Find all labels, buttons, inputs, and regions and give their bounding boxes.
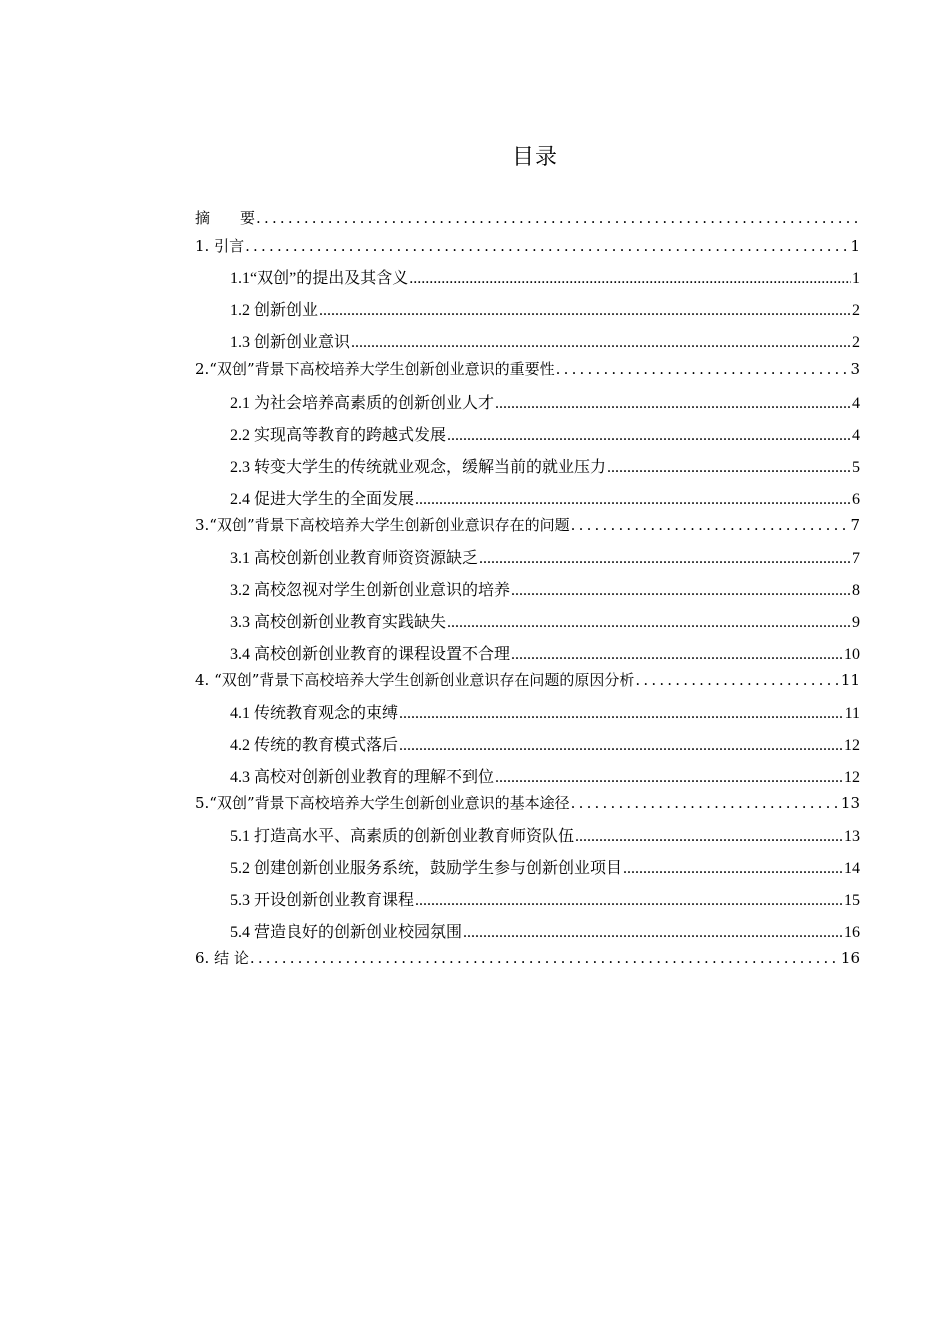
toc-entry-abstract[interactable]: [195, 208, 860, 228]
toc-entry-section[interactable]: [230, 768, 860, 788]
toc-entry-page: 2: [852, 302, 860, 319]
toc-entry-label: 4. “双创”背景下高校培养大学生创新创业意识存在问题的原因分析: [195, 671, 635, 689]
toc-entry-chapter[interactable]: [195, 515, 860, 535]
toc-entry-page: 3: [850, 360, 860, 378]
toc-entry-label: 2.1 为社会培养高素质的创新创业人才: [230, 395, 495, 412]
toc-entry-section[interactable]: [230, 581, 860, 601]
toc-entry-section[interactable]: [230, 269, 860, 289]
dot-leader: [479, 549, 851, 569]
toc-entry-label: 摘 要: [195, 209, 256, 227]
toc-entry-label: 3.4 高校创新创业教育的课程设置不合理: [230, 646, 511, 663]
toc-entry-page: 14: [844, 860, 860, 877]
toc-entry-label: 3.“双创”背景下高校培养大学生创新创业意识存在的问题: [195, 516, 570, 534]
toc-entry-page: 10: [844, 646, 860, 663]
toc-entry-page: 13: [844, 828, 860, 845]
dot-leader: [463, 923, 843, 943]
toc-entry-section[interactable]: [230, 549, 860, 569]
toc-entry-section[interactable]: [230, 490, 860, 510]
toc-entry-page: 7: [852, 550, 860, 567]
toc-entry-label: 3.2 高校忽视对学生创新创业意识的培养: [230, 582, 511, 599]
toc-entry-page: 5: [852, 459, 860, 476]
toc-entry-page: 4: [852, 395, 860, 412]
toc-entry-section[interactable]: [230, 645, 860, 665]
toc-entry-page: 16: [844, 924, 860, 941]
toc-entry-section[interactable]: [230, 891, 860, 911]
toc-entry-label: 3.3 高校创新创业教育实践缺失: [230, 614, 447, 631]
dot-leader: [447, 613, 851, 633]
toc-entry-label: 4.2 传统的教育模式落后: [230, 737, 399, 754]
toc-entry-page: 11: [840, 671, 860, 689]
toc-entry-label: 3.1 高校创新创业教育师资资源缺乏: [230, 550, 479, 567]
toc-entry-page: 15: [844, 892, 860, 909]
toc-entry-page: 2: [852, 334, 860, 351]
toc-entry-chapter[interactable]: [195, 236, 860, 256]
dot-leader: [571, 515, 850, 535]
dot-leader: [623, 859, 843, 879]
toc-entry-label: 5.“双创”背景下高校培养大学生创新创业意识的基本途径: [195, 794, 570, 812]
toc-entry-chapter[interactable]: [195, 793, 860, 813]
toc-entry-label: 5.2 创建创新创业服务系统，鼓励学生参与创新创业项目: [230, 860, 623, 877]
toc-entry-section[interactable]: [230, 613, 860, 633]
dot-leader: [495, 394, 851, 414]
toc-entry-chapter[interactable]: [195, 670, 860, 690]
toc-entry-label: 1. 引言: [195, 237, 245, 255]
toc-entry-page: 9: [852, 614, 860, 631]
toc-entry-label: 1.3 创新创业意识: [230, 334, 351, 351]
dot-leader: [415, 490, 851, 510]
dot-leader: [495, 768, 843, 788]
toc-entry-page: 12: [844, 769, 860, 786]
toc-entry-chapter[interactable]: [195, 948, 860, 968]
toc-title: 目录: [511, 145, 558, 170]
toc-entry-page: 11: [844, 705, 860, 722]
toc-entry-page: 12: [844, 737, 860, 754]
toc-entry-label: 6. 结 论: [195, 949, 249, 967]
toc-entry-section[interactable]: [230, 301, 860, 321]
toc-entry-section[interactable]: [230, 736, 860, 756]
toc-entry-label: 5.4 营造良好的创新创业校园氛围: [230, 924, 463, 941]
toc-entry-section[interactable]: [230, 426, 860, 446]
dot-leader: [447, 426, 851, 446]
toc-entry-label: 2.2 实现高等教育的跨越式发展: [230, 427, 447, 444]
toc-entry-label: 2.“双创”背景下高校培养大学生创新创业意识的重要性: [195, 360, 555, 378]
toc-entry-section[interactable]: [230, 704, 860, 724]
toc-entry-section[interactable]: [230, 458, 860, 478]
toc-entry-page: 7: [850, 516, 860, 534]
dot-leader: [319, 301, 851, 321]
toc-entry-page: 4: [852, 427, 860, 444]
toc-entry-label: 2.3 转变大学生的传统就业观念，缓解当前的就业压力: [230, 459, 607, 476]
dot-leader: [250, 948, 840, 968]
toc-entry-label: 1.1“双创”的提出及其含义: [230, 270, 409, 287]
toc-entry-section[interactable]: [230, 333, 860, 353]
toc-entry-page: 6: [852, 491, 860, 508]
dot-leader: [399, 736, 843, 756]
dot-leader: [256, 208, 859, 228]
dot-leader: [575, 827, 843, 847]
dot-leader: [635, 670, 839, 690]
toc-entry-section[interactable]: [230, 394, 860, 414]
dot-leader: [399, 704, 844, 724]
dot-leader: [415, 891, 843, 911]
toc-entry-page: 8: [852, 582, 860, 599]
toc-entry-chapter[interactable]: [195, 359, 860, 379]
toc-entry-page: 1: [852, 270, 860, 287]
toc-entry-section[interactable]: [230, 827, 860, 847]
toc-entry-page: 1: [850, 237, 860, 255]
toc-entry-page: 16: [840, 949, 860, 967]
dot-leader: [351, 333, 851, 353]
dot-leader: [607, 458, 851, 478]
toc-entry-label: 1.2 创新创业: [230, 302, 319, 319]
dot-leader: [571, 793, 840, 813]
dot-leader: [409, 269, 851, 289]
toc-entry-label: 5.1 打造高水平、高素质的创新创业教育师资队伍: [230, 828, 575, 845]
toc-entry-label: 5.3 开设创新创业教育课程: [230, 892, 415, 909]
toc-entry-label: 2.4 促进大学生的全面发展: [230, 491, 415, 508]
dot-leader: [511, 581, 851, 601]
dot-leader: [511, 645, 843, 665]
toc-entry-section[interactable]: [230, 923, 860, 943]
dot-leader: [245, 236, 849, 256]
toc-entry-label: 4.3 高校对创新创业教育的理解不到位: [230, 769, 495, 786]
toc-entry-page: 13: [840, 794, 860, 812]
toc-entry-section[interactable]: [230, 859, 860, 879]
dot-leader: [556, 359, 850, 379]
toc-entry-label: 4.1 传统教育观念的束缚: [230, 705, 399, 722]
